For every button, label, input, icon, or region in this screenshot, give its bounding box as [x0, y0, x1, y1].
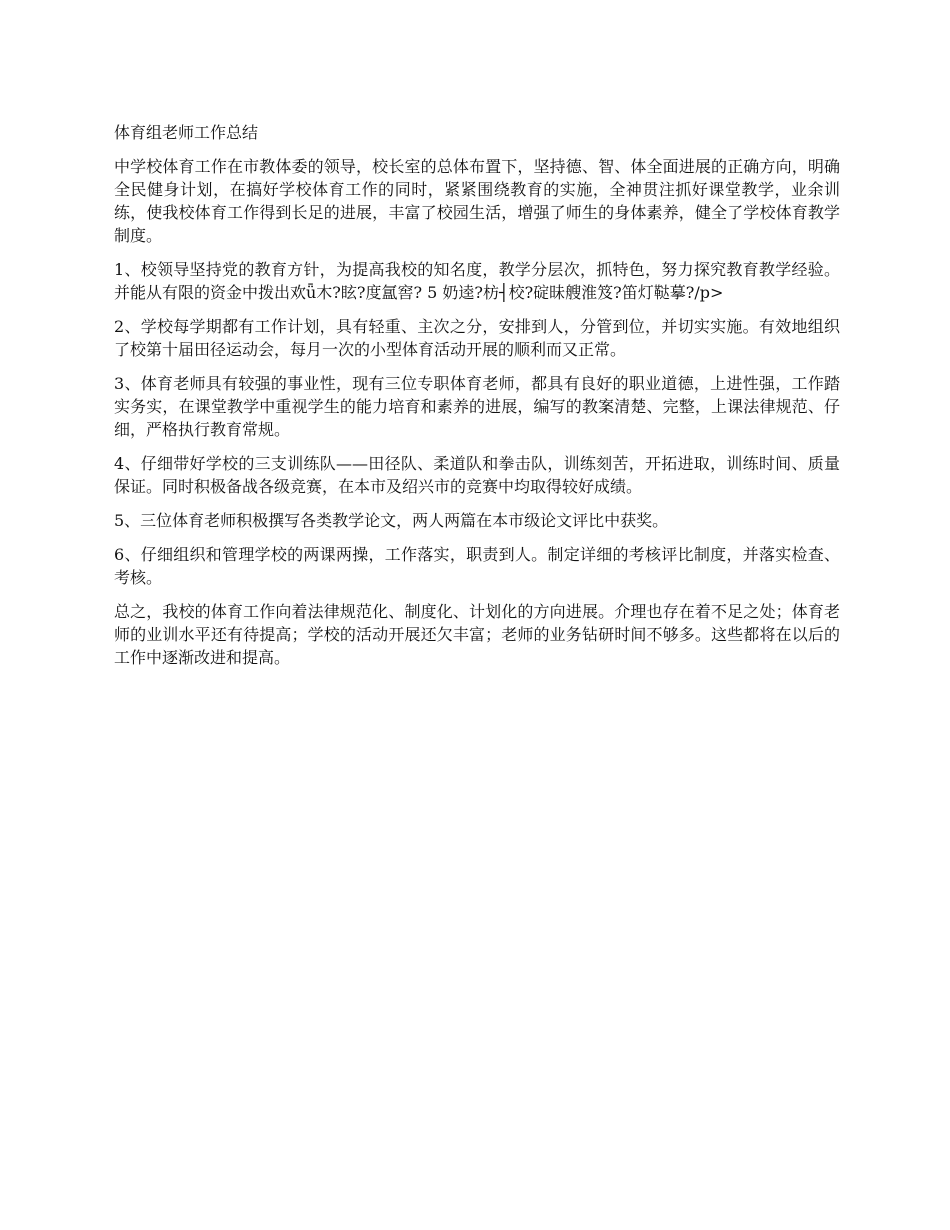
paragraph-item-6: 6、仔细组织和管理学校的两课两操，工作落实，职责到人。制定详细的考核评比制度，并落实检查、考核。	[114, 545, 840, 587]
document-page	[114, 121, 840, 680]
document-title: 体育组老师工作总结	[114, 123, 259, 142]
paragraph-item-2: 2、学校每学期都有工作计划，具有轻重、主次之分，安排到人，分管到位，并切实实施。有效地组织了校第十届田径运动会，每月一次的小型体育活动开展的顺利而又正常。	[114, 317, 840, 359]
paragraph-item-1: 1、校领导坚持党的教育方针，为提高我校的知名度，教学分层次，抓特色，努力探究教育教学经验。并能从有限的资金中拨出欢ǖ木?眩?度氲窖? 5 奶逵?枋┤校?碇昧艘淮笈?笛灯鞑摹?/p>	[114, 260, 840, 302]
paragraph-item-3: 3、体育老师具有较强的事业性，现有三位专职体育老师，都具有良好的职业道德，上进性强，工作踏实务实，在课堂教学中重视学生的能力培育和素养的进展，编写的教案清楚、完整，上课法律规范、仔细，严格执行教育常规。	[114, 374, 840, 439]
paragraph-item-4: 4、仔细带好学校的三支训练队——田径队、柔道队和拳击队，训练刻苦，开拓进取，训练时间、质量保证。同时积极备战各级竞赛，在本市及绍兴市的竞赛中均取得较好成绩。	[114, 454, 840, 496]
paragraph-item-5: 5、三位体育老师积极撰写各类教学论文，两人两篇在本市级论文评比中获奖。	[114, 511, 669, 530]
paragraph-intro: 中学校体育工作在市教体委的领导，校长室的总体布置下，坚持德、智、体全面进展的正确方向，明确全民健身计划，在搞好学校体育工作的同时，紧紧围绕教育的实施，全神贯注抓好课堂教学，业余训练，使我校体育工作得到长足的进展，丰富了校园生活，增强了师生的身体素养，健全了学校体育教学制度。	[114, 157, 840, 245]
paragraph-conclusion: 总之，我校的体育工作向着法律规范化、制度化、计划化的方向进展。介理也存在着不足之处；体育老师的业训水平还有待提高；学校的活动开展还欠丰富；老师的业务钻研时间不够多。这些都将在以后的工作中逐渐改进和提高。	[114, 602, 840, 667]
